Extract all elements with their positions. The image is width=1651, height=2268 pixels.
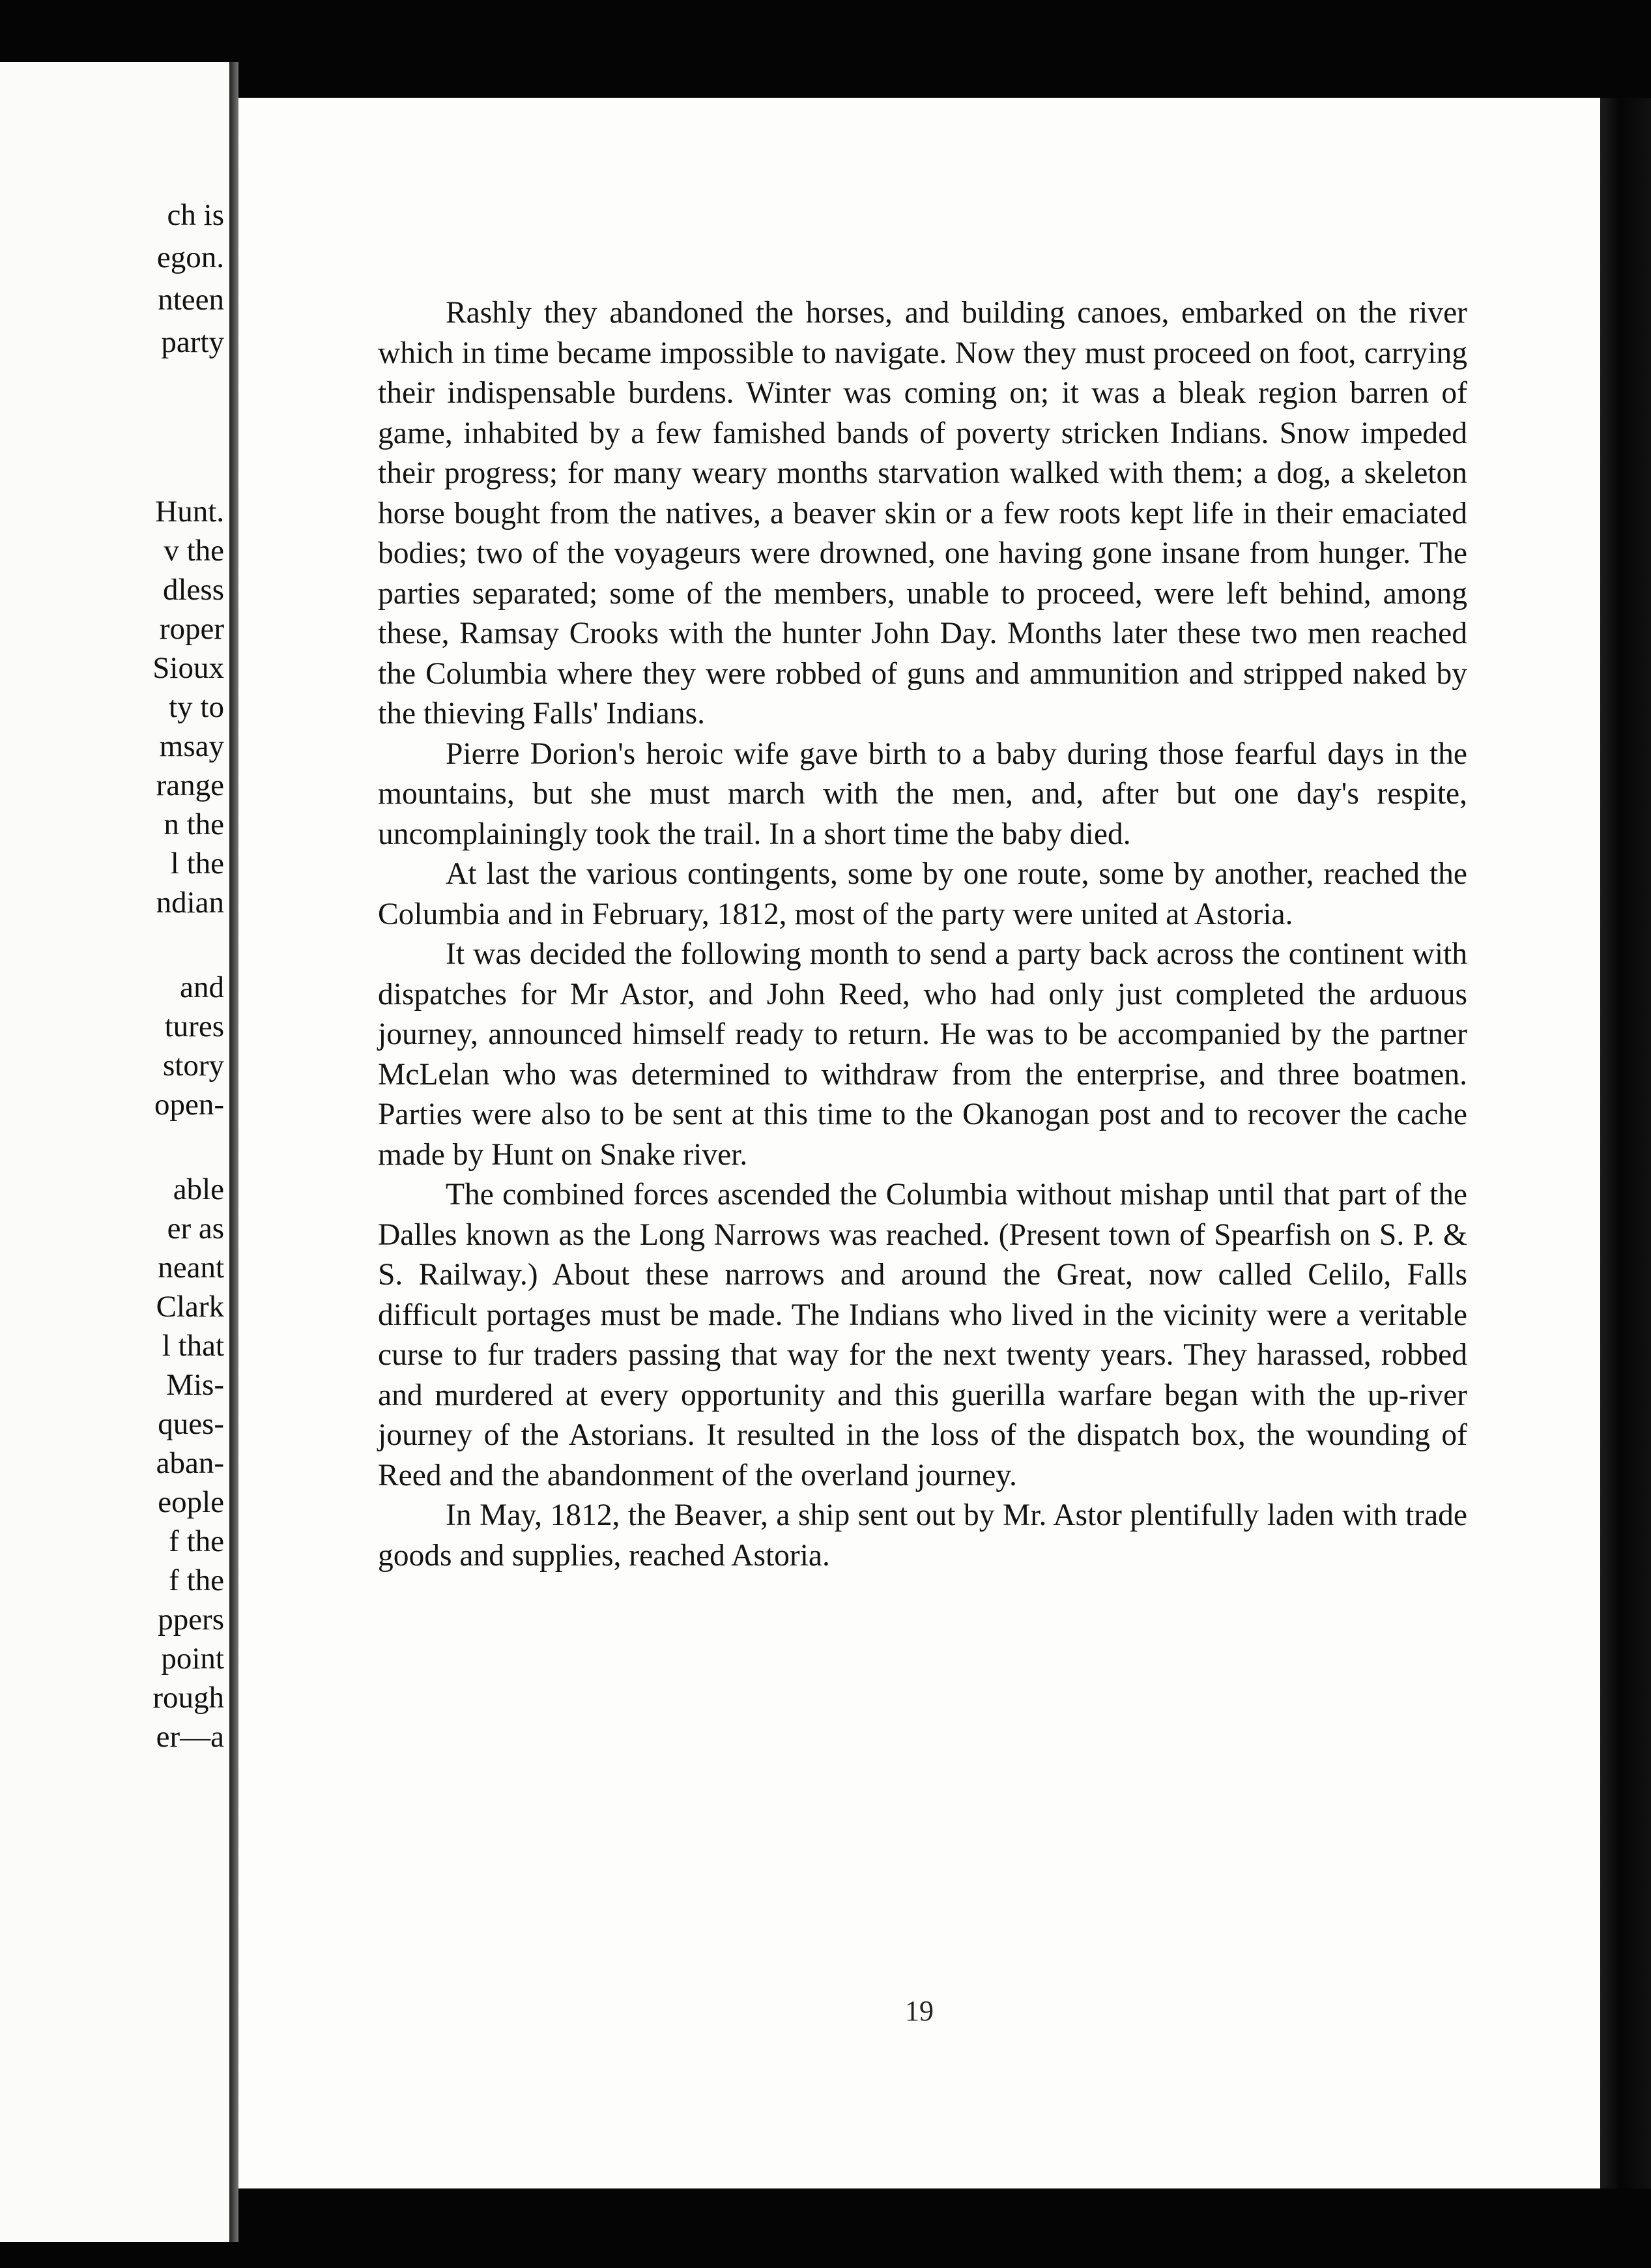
- paragraph: Rashly they abandoned the horses, and building canoes, embarked on the river which in time became impossible to navigate. Now they must proceed on foot, carrying their indispensable burdens. Winter was coming on; it was a bleak region barren of game, inhabited by a few famished bands of poverty stricken Indians. Snow impeded their progress; for many weary months starvation walked with them; a dog, a skeleton horse bought from the natives, a beaver skin or a few roots kept life in their emaciated bodies; two of the voyageurs were drowned, one having gone insane from hunger. The parties separated; some of the members, unable to proceed, were left behind, among these, Ramsay Crooks with the hunter John Day. Months later these two men reached the Columbia where they were robbed of guns and ammunition and stripped naked by the thieving Falls' Indians.: [378, 296, 1467, 731]
- left-page-line-fragment: aban-: [156, 1446, 224, 1480]
- left-page-line-fragment: able: [173, 1172, 224, 1206]
- left-page-line-fragment: rough: [152, 1681, 224, 1715]
- left-page-line-fragment: Hunt.: [155, 495, 224, 529]
- left-page-line-fragment: range: [156, 768, 224, 802]
- left-page-line-fragment: ch is: [167, 198, 224, 232]
- left-page-line-fragment: Clark: [156, 1290, 224, 1324]
- left-page-line-fragment: msay: [159, 729, 224, 763]
- left-page-line-fragment: l the: [170, 847, 224, 880]
- left-page-line-fragment: eople: [158, 1485, 224, 1519]
- left-page-line-fragment: ppers: [158, 1603, 224, 1636]
- paragraph: At last the various contingents, some by one route, some by another, reached the Columbia and in February, 1812, most of the party were united at Astoria.: [378, 857, 1467, 931]
- left-page-line-fragment: Sioux: [152, 651, 224, 685]
- page-number: 19: [905, 1995, 934, 2027]
- paragraph: It was decided the following month to send a party back across the continent with dispatches for Mr Astor, and John Reed, who had only just completed the arduous journey, announced himself ready to return. He was to be accompanied by the partner McLelan who was determined to withdraw from the enterprise, and three boatmen. Parties were also to be sent at this time to the Okanogan post and to recover the cache made by Hunt on Snake river.: [378, 937, 1467, 1172]
- left-page-line-fragment: v the: [164, 534, 224, 568]
- left-facing-page: [0, 62, 229, 2242]
- left-page-line-fragment: er as: [167, 1212, 224, 1245]
- book-gutter: [229, 62, 238, 2242]
- left-page-line-fragment: Mis-: [166, 1368, 224, 1402]
- left-page-line-fragment: ndian: [156, 886, 224, 920]
- left-page-line-fragment: ques-: [158, 1407, 224, 1441]
- left-page-line-fragment: dless: [163, 573, 224, 607]
- paragraph: In May, 1812, the Beaver, a ship sent out by Mr. Astor plentifully laden with trade goods and supplies, reached Astoria.: [378, 1498, 1467, 1573]
- body-text: [378, 293, 1467, 1576]
- left-page-line-fragment: er—a: [156, 1720, 224, 1754]
- left-page-line-fragment: l that: [162, 1329, 224, 1363]
- paragraph: The combined forces ascended the Columbia without mishap until that part of the Dalles known as the Long Narrows was reached. (Present town of Spearfish on S. P. & S. Railway.) About these narrows and around the Great, now called Celilo, Falls difficult portages must be made. The Indians who lived in the vicinity were a veritable curse to fur traders passing that way for the next twenty years. They harassed, robbed and murdered at every opportunity and this guerilla warfare began with the up-river journey of the Astorians. It resulted in the loss of the dispatch box, the wounding of Reed and the abandonment of the overland journey.: [378, 1178, 1467, 1492]
- left-page-line-fragment: neant: [158, 1251, 224, 1285]
- left-page-line-fragment: point: [161, 1642, 224, 1676]
- left-page-line-fragment: and: [180, 970, 224, 1004]
- main-page: [238, 98, 1600, 2188]
- left-page-line-fragment: f the: [169, 1524, 224, 1558]
- left-page-line-fragment: egon.: [156, 240, 224, 274]
- left-page-line-fragment: nteen: [158, 283, 224, 317]
- left-page-line-fragment: open-: [154, 1088, 224, 1122]
- left-page-line-fragment: story: [163, 1049, 224, 1083]
- left-page-line-fragment: roper: [159, 612, 224, 646]
- left-page-line-fragment: f the: [169, 1563, 224, 1597]
- binding-edge: [1600, 98, 1651, 2188]
- left-page-line-fragment: ty to: [169, 690, 224, 724]
- left-page-line-fragment: n the: [164, 807, 224, 841]
- left-page-line-fragment: tures: [164, 1010, 224, 1043]
- paragraph: Pierre Dorion's heroic wife gave birth to a baby during those fearful days in the mountains, but she must march with the men, and, after but one day's respite, uncomplainingly took the trail. In a short time the baby died.: [378, 736, 1467, 851]
- left-page-line-fragment: party: [161, 325, 224, 359]
